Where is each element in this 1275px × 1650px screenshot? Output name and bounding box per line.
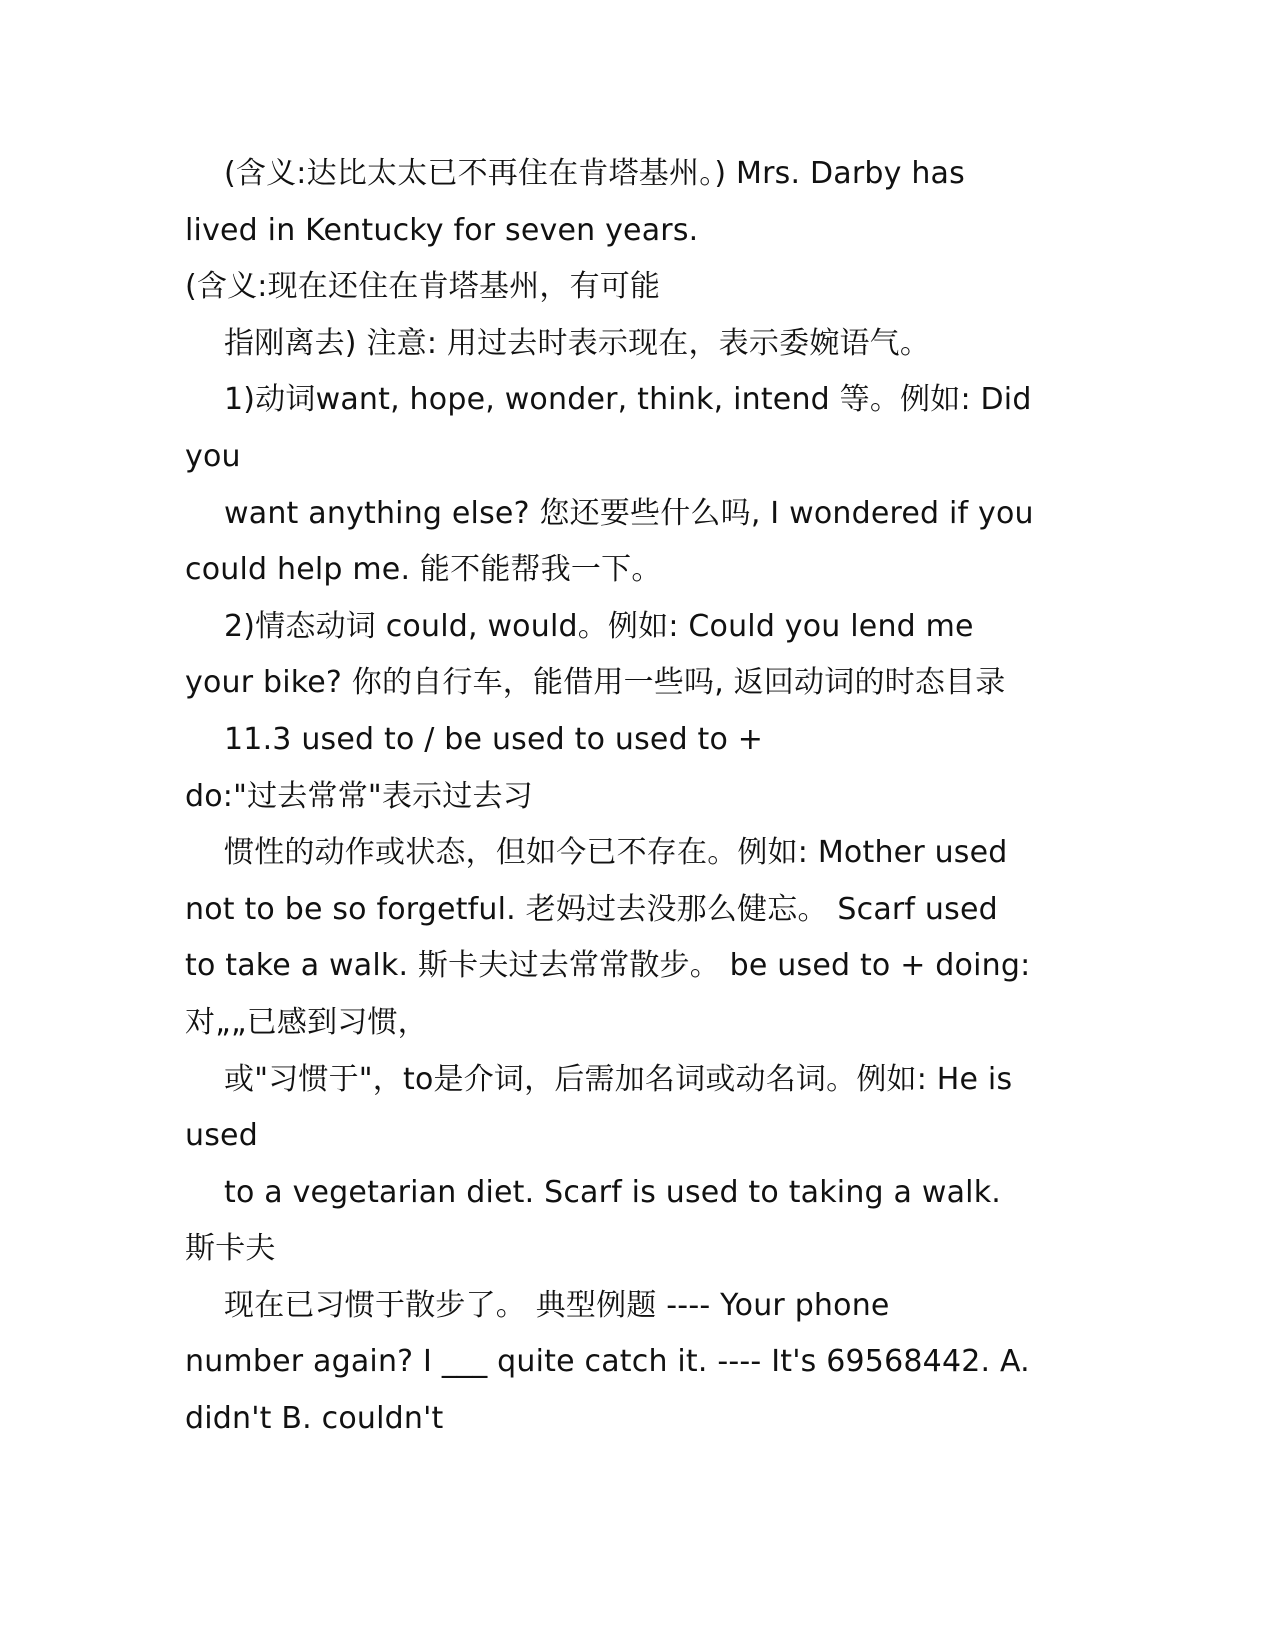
text-line: (含义:达比太太已不再住在肯塔基州。) Mrs. Darby has bbox=[224, 156, 965, 191]
text-line: could help me. 能不能帮我一下。 bbox=[185, 552, 662, 588]
text-line: to a vegetarian diet. Scarf is used to taking a walk. bbox=[224, 1174, 1002, 1210]
text-line: do:"过去常常"表示过去习 bbox=[185, 778, 533, 814]
text-line: didn't B. couldn't bbox=[185, 1401, 444, 1437]
text-line: 指刚离去) 注意: 用过去时表示现在，表示委婉语气。 bbox=[224, 325, 931, 361]
text-line: 斯卡夫 bbox=[185, 1231, 276, 1267]
text-line: 现在已习惯于散步了。 典型例题 ---- Your phone bbox=[224, 1287, 890, 1323]
text-line: 对„„已感到习惯， bbox=[185, 1004, 428, 1040]
text-line: your bike? 你的自行车，能借用一些吗, 返回动词的时态目录 bbox=[185, 665, 1006, 701]
text-line: lived in Kentucky for seven years. bbox=[185, 212, 699, 248]
text-line: used bbox=[185, 1118, 258, 1154]
text-line: not to be so forgetful. 老妈过去没那么健忘。 Scarf used bbox=[185, 891, 998, 927]
text-line: 1)动词want, hope, wonder, think, intend 等。例如: Did bbox=[224, 382, 1032, 418]
text-line: to take a walk. 斯卡夫过去常常散步。 be used to + doing: bbox=[185, 948, 1031, 984]
document-body bbox=[185, 146, 1085, 1448]
text-line: 或"习惯于"，to是介词，后需加名词或动名词。例如: He is bbox=[224, 1061, 1013, 1097]
text-line: 2)情态动词 could, would。例如: Could you lend me bbox=[224, 608, 974, 644]
text-line: (含义:现在还住在肯塔基州，有可能 bbox=[185, 269, 661, 305]
text-line: 惯性的动作或状态，但如今已不存在。例如: Mother used bbox=[224, 835, 1008, 871]
text-line: number again? I ___ quite catch it. ---- It's 69568442. A. bbox=[185, 1344, 1030, 1380]
text-line: 11.3 used to / be used to used to + bbox=[224, 721, 764, 757]
text-line: want anything else? 您还要些什么吗, I wondered if you bbox=[224, 495, 1034, 531]
text-line: you bbox=[185, 438, 241, 474]
